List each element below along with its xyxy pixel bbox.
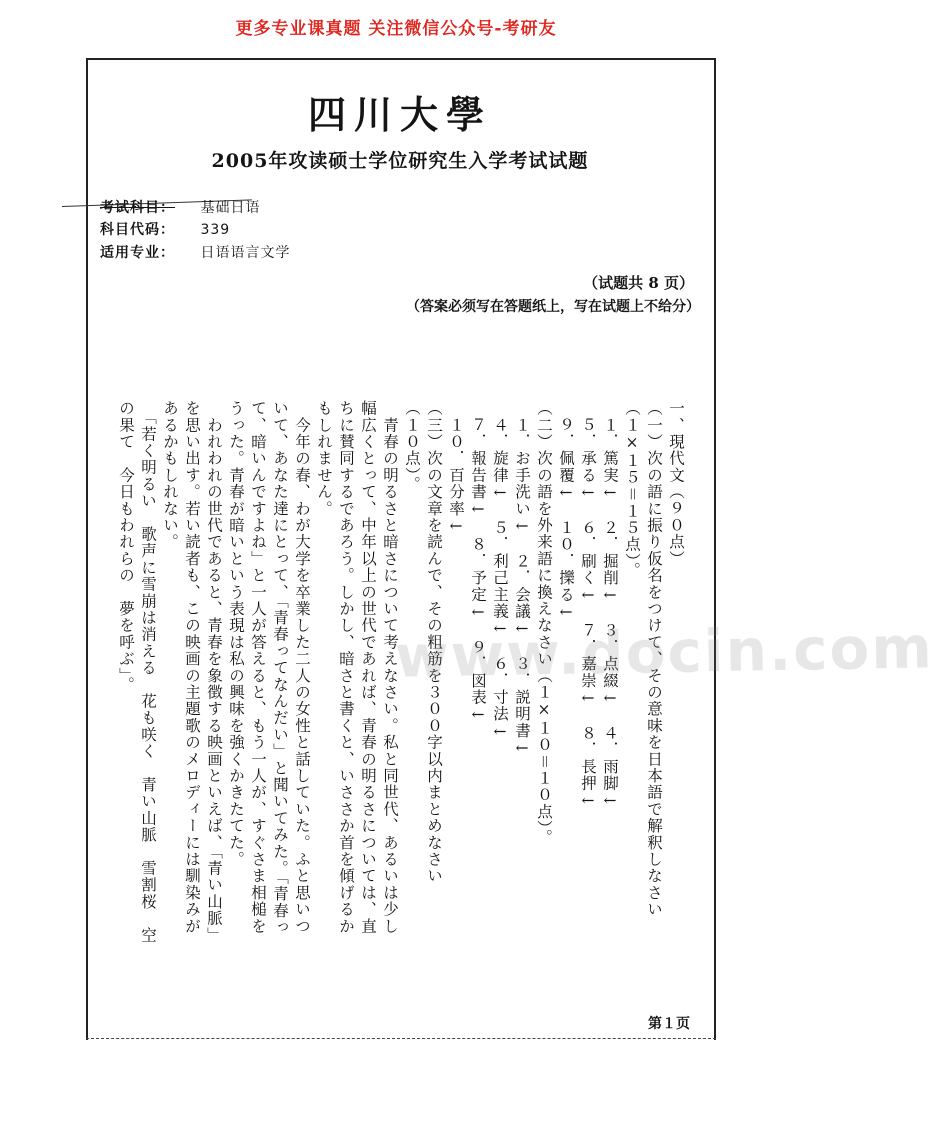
text-column: て、暗いんですよね」と一人が答えると、もう一人が、すぐさま相槌を bbox=[249, 400, 267, 935]
watermark: www.docin.com bbox=[394, 613, 934, 691]
page-count: （试题共 8 页） bbox=[583, 274, 694, 292]
text-column: あるかもしれない。 bbox=[161, 400, 179, 551]
text-column: 今年の春、わが大学を卒業した二人の女性と話していた。ふと思いつ bbox=[293, 400, 311, 935]
text-column: １０．百分率← bbox=[447, 400, 465, 537]
text-column: ５．承る← ６．刷く← ７．嘉崇← ８．長押← bbox=[579, 400, 597, 811]
frame-bottom-rule bbox=[86, 1038, 716, 1039]
text-column: １．お手洗い← ２．会議← ３．説明書← bbox=[513, 400, 531, 759]
info-value: 日语语言文学 bbox=[200, 245, 291, 261]
university-name: 四川大學 bbox=[307, 92, 492, 137]
text-column: を思い出す。若い読者も、この映画の主題歌のメロディーには馴染みが bbox=[183, 400, 201, 935]
info-major bbox=[100, 242, 290, 262]
text-column: 青春の明るさと暗さについて考えなさい。私と同世代、あるいは少し bbox=[381, 400, 399, 935]
text-column: ７．報告書← ８．予定← ９．図表← bbox=[469, 400, 487, 725]
text-column: ちに賛同するであろう。しかし、暗さと書くと、いささか首を傾げるか bbox=[337, 400, 355, 935]
text-column: 「若く明るい 歌声に雪崩は消える 花も咲く 青い山脈 雪割桜 空 bbox=[139, 400, 157, 944]
info-value: 基础日语 bbox=[200, 200, 261, 216]
info-label: 适用专业： bbox=[100, 245, 175, 261]
text-column: われわれの世代であると、青春を象徴する映画といえば、「青い山脈」 bbox=[205, 400, 223, 944]
text-column: 一、現代文（９０点） bbox=[667, 400, 685, 567]
info-subject bbox=[100, 197, 260, 217]
text-column: の果て 今日もわれらの 夢を呼ぶ」。 bbox=[117, 400, 135, 693]
text-column: １．篤実← ２．掘削← ３．点綴← ４．雨脚← bbox=[601, 400, 619, 811]
text-column: （三）次の文章を読んで、その粗筋を３００字以内まとめなさい bbox=[425, 400, 443, 885]
answer-notice: （答案必须写在答题纸上，写在试题上不给分） bbox=[406, 299, 700, 315]
text-column: ９．佩覆← １０．擽る← bbox=[557, 400, 575, 623]
info-code bbox=[100, 219, 230, 239]
text-column: ４．旋律← ５．利己主義← ６．寸法← bbox=[491, 400, 509, 742]
text-column: 幅広くとって、中年以上の世代であれば、青春の明るさについては、直 bbox=[359, 400, 377, 935]
text-column: いて、あなた達にとって、「青春ってなんだい」と聞いてみた。「青春っ bbox=[271, 400, 289, 936]
promo-banner: 更多专业课真题 关注微信公众号-考研友 bbox=[235, 19, 557, 39]
exam-title: 2005年攻读硕士学位研究生入学考试试题 bbox=[211, 150, 589, 172]
info-label: 科目代码： bbox=[100, 222, 175, 238]
info-label: 考试科目： bbox=[100, 200, 175, 216]
text-column: もしれません。 bbox=[315, 400, 333, 517]
text-column: （一）次の語に振り仮名をつけて、その意味を日本語で解釈しなさい bbox=[645, 400, 663, 918]
text-column: うった。青春が暗いという表現は私の興味を強くかきたてた。 bbox=[227, 400, 245, 868]
page-number: 第１页 bbox=[648, 1016, 690, 1032]
text-column: （二）次の語を外来語に換えなさい（１×１０＝１０点）。 bbox=[535, 400, 553, 846]
text-column: （１０点）。 bbox=[403, 400, 421, 493]
text-column: （１×１５＝１５点）。 bbox=[623, 400, 641, 579]
info-value: 339 bbox=[200, 222, 231, 238]
